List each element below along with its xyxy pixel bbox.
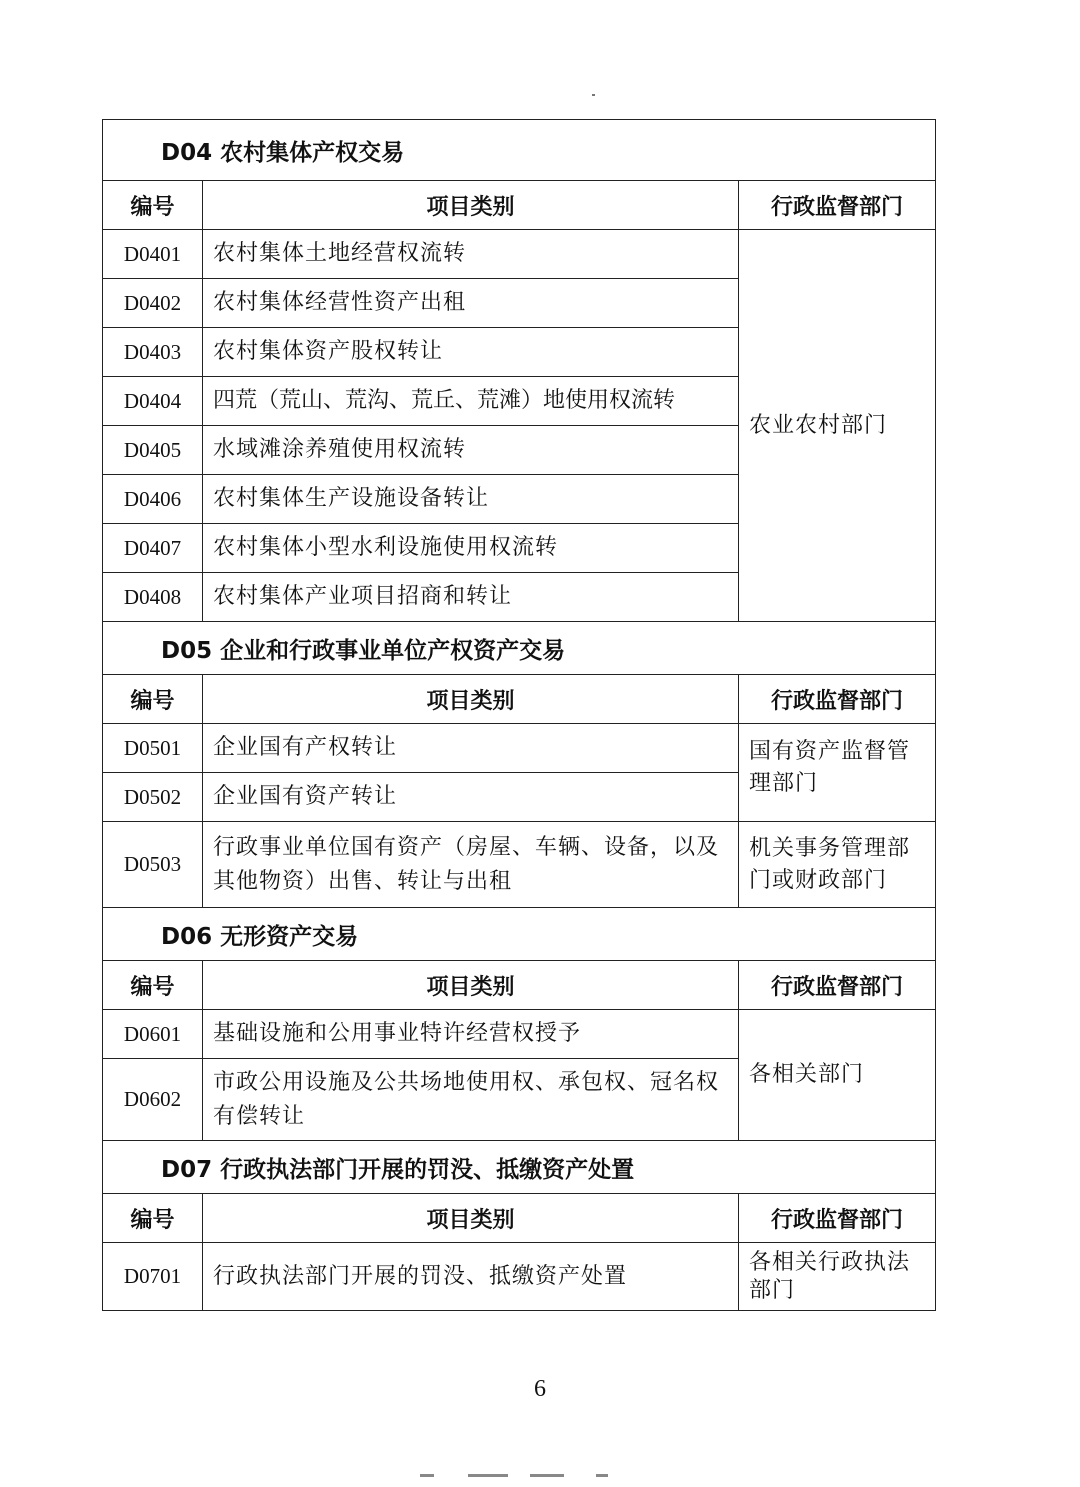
header-department: 行政监督部门 [739,1194,936,1243]
header-category: 项目类别 [203,961,739,1010]
row-item: 水域滩涂养殖使用权流转 [203,426,739,475]
scan-speck [592,94,595,96]
row-code: D0402 [103,279,203,328]
row-code: D0503 [103,822,203,908]
table-row [103,822,936,908]
row-item: 行政执法部门开展的罚没、抵缴资产处置 [203,1243,739,1311]
header-code: 编号 [103,675,203,724]
department-cell: 国有资产监督管理部门 [739,724,936,822]
row-item: 企业国有产权转让 [203,724,739,773]
section-title-d07: D07 行政执法部门开展的罚没、抵缴资产处置 [103,1141,936,1194]
row-item: 企业国有资产转让 [203,773,739,822]
row-code: D0602 [103,1059,203,1141]
row-code: D0502 [103,773,203,822]
table-header-row [103,181,936,230]
table-header-row [103,961,936,1010]
header-category: 项目类别 [203,181,739,230]
header-category: 项目类别 [203,675,739,724]
department-cell: 各相关部门 [739,1010,936,1141]
row-code: D0403 [103,328,203,377]
row-item: 基础设施和公用事业特许经营权授予 [203,1010,739,1059]
row-item: 市政公用设施及公共场地使用权、承包权、冠名权有偿转让 [203,1059,739,1141]
row-code: D0401 [103,230,203,279]
section-title-d06: D06 无形资产交易 [103,908,936,961]
row-code: D0407 [103,524,203,573]
header-department: 行政监督部门 [739,961,936,1010]
scan-mark [420,1474,434,1477]
page-number: 6 [534,1376,546,1402]
row-code: D0601 [103,1010,203,1059]
row-code: D0405 [103,426,203,475]
row-item: 农村集体小型水利设施使用权流转 [203,524,739,573]
header-code: 编号 [103,1194,203,1243]
table-header-row [103,1194,936,1243]
row-item: 农村集体土地经营权流转 [203,230,739,279]
header-department: 行政监督部门 [739,675,936,724]
table-row [103,724,936,773]
header-department: 行政监督部门 [739,181,936,230]
header-code: 编号 [103,961,203,1010]
row-code: D0404 [103,377,203,426]
row-item: 农村集体资产股权转让 [203,328,739,377]
scan-mark [468,1474,508,1477]
table-row [103,1010,936,1059]
asset-trading-catalog-table [102,119,936,1311]
department-cell: 农业农村部门 [739,230,936,622]
table-row [103,230,936,279]
section-title-d05: D05 企业和行政事业单位产权资产交易 [103,622,936,675]
header-category: 项目类别 [203,1194,739,1243]
department-cell: 各相关行政执法部门 [739,1243,936,1311]
row-item: 农村集体生产设施设备转让 [203,475,739,524]
scan-mark [596,1474,608,1477]
table-header-row [103,675,936,724]
row-code: D0701 [103,1243,203,1311]
row-item: 农村集体经营性资产出租 [203,279,739,328]
row-item: 四荒（荒山、荒沟、荒丘、荒滩）地使用权流转 [203,377,739,426]
section-title-d04: D04 农村集体产权交易 [103,120,936,181]
row-item: 行政事业单位国有资产（房屋、车辆、设备，以及其他物资）出售、转让与出租 [203,822,739,908]
scan-mark [530,1474,564,1477]
row-code: D0406 [103,475,203,524]
header-code: 编号 [103,181,203,230]
row-item: 农村集体产业项目招商和转让 [203,573,739,622]
table-row [103,1243,936,1311]
row-code: D0408 [103,573,203,622]
department-cell: 机关事务管理部门或财政部门 [739,822,936,908]
row-code: D0501 [103,724,203,773]
